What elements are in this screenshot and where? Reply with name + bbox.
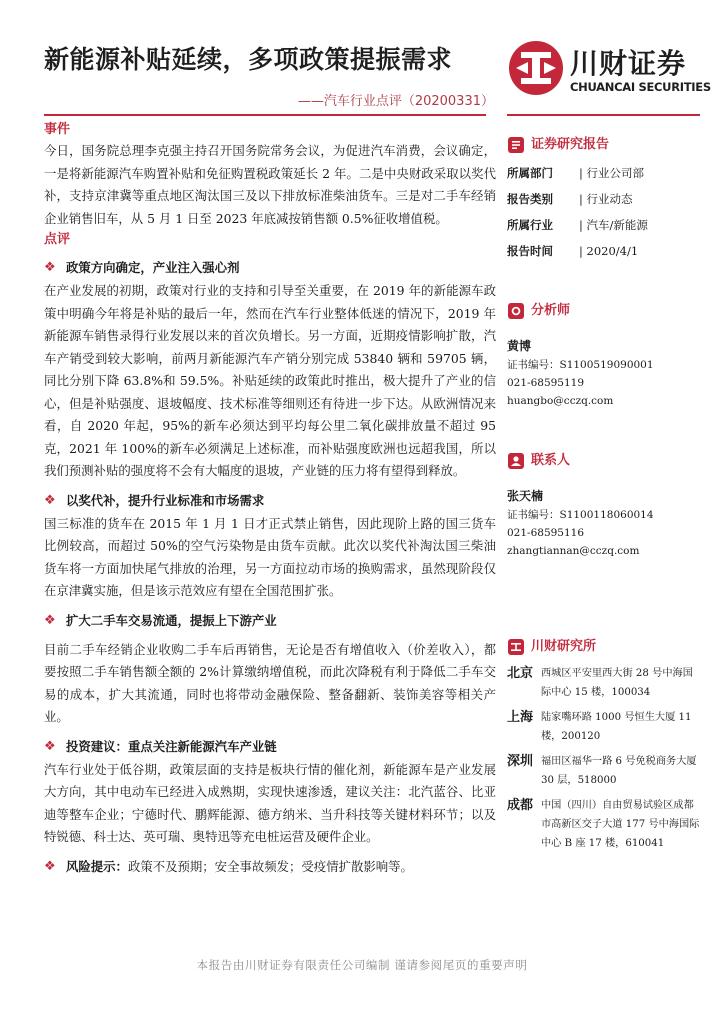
section-paragraph: 目前二手车经销企业收购二手车后再销售，无论是否有增值收入（价差收入），都要按照二手车销售额全额的 2%计算缴纳增值税，而此次降税有利于降低二手车交易的成本，扩大其流通，同时也将带动金融保险、整备翻新、装饰美容等相关产业。 bbox=[44, 641, 496, 724]
meta-key: 报告时间 bbox=[507, 244, 553, 258]
logo-text-cn: 川财证券 bbox=[570, 47, 687, 80]
meta-key: 报告类别 bbox=[507, 192, 553, 206]
section-heading bbox=[44, 609, 496, 633]
section-paragraph: 国三标准的货车在 2015 年 1 月 1 日才正式禁止销售，因此现阶上路的国三货车比例较高，而超过 50%的空气污染物是由货车贡献。此次以奖代补淘汰国三柴油货车将一方面加快尾气排放的治理，另一方面拉动市场的换购需求，虽然现阶段仅在京津冀实施，但是该示范效应有望在全国范围扩张。 bbox=[44, 515, 496, 598]
analyst-cert: 证书编号：S1100519090001 bbox=[507, 359, 654, 371]
report-title: 新能源补贴延续，多项政策提振需求 bbox=[44, 45, 453, 74]
logo-text-en: CHUANCAI SECURITIES bbox=[570, 80, 711, 94]
risk-line bbox=[44, 855, 496, 879]
section-paragraph: 汽车行业处于低谷期，政策层面的支持是板块行情的催化剂，新能源车是产业发展大方向，其中电动车已经进入成熟期，实现快速渗透，建议关注：北汽蓝谷、比亚迪等整车企业；宁德时代、鹏辉能源、德方纳米、当升科技等关键材料环节；以及特锐德、科士达、英可瑞、奥特迅等充电桩运营及硬件企业。 bbox=[44, 761, 496, 844]
meta-row bbox=[507, 238, 702, 264]
office-address: 中国（四川）自由贸易试验区成都市高新区交子大道 177 号中海国际中心 B 座 17 楼，610041 bbox=[541, 800, 700, 849]
gear-icon bbox=[507, 302, 525, 320]
office-address: 西城区平安里西大街 28 号中海国际中心 15 楼，100034 bbox=[541, 668, 693, 698]
office-address: 福田区福华一路 6 号免税商务大厦 30 层，518000 bbox=[541, 756, 697, 786]
section-heading-text: 以奖代补，提升行业标准和市场需求 bbox=[66, 492, 265, 508]
office-city: 成都 bbox=[507, 798, 534, 813]
meta-value: | 行业动态 bbox=[579, 192, 633, 206]
meta-value: | 汽车/新能源 bbox=[579, 218, 648, 232]
contact-email[interactable]: zhangtiannan@cczq.com bbox=[507, 545, 640, 557]
logo-mark-icon bbox=[508, 40, 564, 96]
diamond-bullet-icon: ❖ bbox=[44, 260, 56, 275]
office-entry bbox=[507, 664, 702, 702]
contact-phone: 021-68595116 bbox=[507, 527, 585, 539]
event-heading: 事件 bbox=[44, 122, 71, 137]
comment-heading: 点评 bbox=[44, 232, 71, 247]
event-paragraph: 今日，国务院总理李克强主持召开国务院常务会议，为促进汽车消费，会议确定，一是将新能源汽车购置补贴和免征购置税政策延长 2 年。二是中央财政采取以奖代补，支持京津冀等重点地区淘汰国三及以下排放标准柴油货车。三是对二手车经销企业销售旧车，从 5 月 1 日至 2023 年底减按销售额 0.5%征收增值税。 bbox=[44, 143, 496, 226]
meta-value: | 行业公司部 bbox=[579, 166, 645, 180]
meta-row bbox=[507, 186, 702, 212]
office-entry bbox=[507, 708, 702, 746]
diamond-bullet-icon: ❖ bbox=[44, 492, 56, 508]
meta-key: 所属行业 bbox=[507, 218, 553, 232]
contact-heading-text: 联系人 bbox=[531, 453, 571, 468]
sidebar bbox=[507, 120, 702, 853]
risk-text: 政策不及预期；安全事故频发；受疫情扩散影响等。 bbox=[127, 858, 413, 874]
report-heading-text: 证券研究报告 bbox=[531, 137, 610, 152]
section-heading-text: 政策方向确定，产业注入强心剂 bbox=[66, 260, 240, 275]
contact-icon bbox=[507, 452, 525, 470]
section-heading-text: 投资建议：重点关注新能源汽车产业链 bbox=[66, 738, 277, 754]
office-entry bbox=[507, 796, 702, 853]
office-city: 上海 bbox=[507, 710, 534, 725]
meta-value: | 2020/4/1 bbox=[579, 244, 639, 258]
analyst-email[interactable]: huangbo@cczq.com bbox=[507, 395, 614, 407]
diamond-bullet-icon: ❖ bbox=[44, 858, 56, 874]
section-heading bbox=[44, 256, 496, 280]
meta-row bbox=[507, 160, 702, 186]
institute-heading bbox=[507, 636, 702, 658]
meta-key: 所属部门 bbox=[507, 166, 553, 180]
report-icon bbox=[507, 136, 525, 154]
office-address: 陆家嘴环路 1000 号恒生大厦 11 楼，200120 bbox=[541, 712, 692, 742]
analyst-phone: 021-68595119 bbox=[507, 377, 585, 389]
institute-heading-text: 川财研究所 bbox=[531, 639, 597, 654]
footer-disclaimer: 本报告由川财证券有限责任公司编制 谨请参阅尾页的重要声明 bbox=[196, 958, 528, 972]
office-city: 北京 bbox=[507, 666, 534, 681]
contact-name: 张天楠 bbox=[507, 489, 544, 503]
section-heading bbox=[44, 735, 496, 759]
analyst-heading bbox=[507, 300, 702, 322]
company-logo bbox=[508, 38, 711, 98]
section-heading-text: 扩大二手车交易流通，提振上下游产业 bbox=[66, 612, 277, 628]
analyst-heading-text: 分析师 bbox=[531, 303, 571, 318]
analyst-name: 黄博 bbox=[507, 339, 532, 353]
office-city: 深圳 bbox=[507, 754, 534, 769]
institute-icon bbox=[507, 638, 525, 656]
report-subtitle: ——汽车行业点评（20200331） bbox=[297, 94, 494, 109]
header-divider bbox=[44, 114, 486, 116]
section-heading bbox=[44, 489, 496, 513]
section-paragraph: 在产业发展的初期，政策对行业的支持和引导至关重要，在 2019 年的新能源车政策中明确今年将是补贴的最后一年，然而在汽车行业整体低迷的情况下，2019 年新能源车销售录得行业发展以来的首次负增长。另一方面，近期疫情影响扩散，汽车产销受到较大影响，前两月新能源汽车产销分别完成 53840 辆和 59705 辆，同比分别下降 63.8%和 59.5%。补贴延续的政策此时推出，极大提升了产业的信心，但是补贴强度、退坡幅度、技术标准等细则还有待进一步下达。从欧洲情况来看，自 2020 年起，95%的新车必须达到平均每公里二氧化碳排放量不超过 95 克，2021 年 100%的新车必须满足上述标准，而补贴强度欧洲也远超我国，所以我们预测补贴的强度将不会有大幅度的退坡，产业链的压力将有望得到释放。 bbox=[44, 283, 496, 478]
contact-heading bbox=[507, 450, 702, 472]
risk-label: 风险提示： bbox=[66, 858, 128, 874]
sidebar-divider bbox=[507, 114, 700, 116]
main-column bbox=[44, 120, 496, 879]
meta-row bbox=[507, 212, 702, 238]
diamond-bullet-icon: ❖ bbox=[44, 612, 56, 628]
office-entry bbox=[507, 752, 702, 790]
contact-cert: 证书编号：S1100118060014 bbox=[507, 509, 654, 521]
report-heading bbox=[507, 134, 702, 156]
diamond-bullet-icon: ❖ bbox=[44, 738, 56, 754]
